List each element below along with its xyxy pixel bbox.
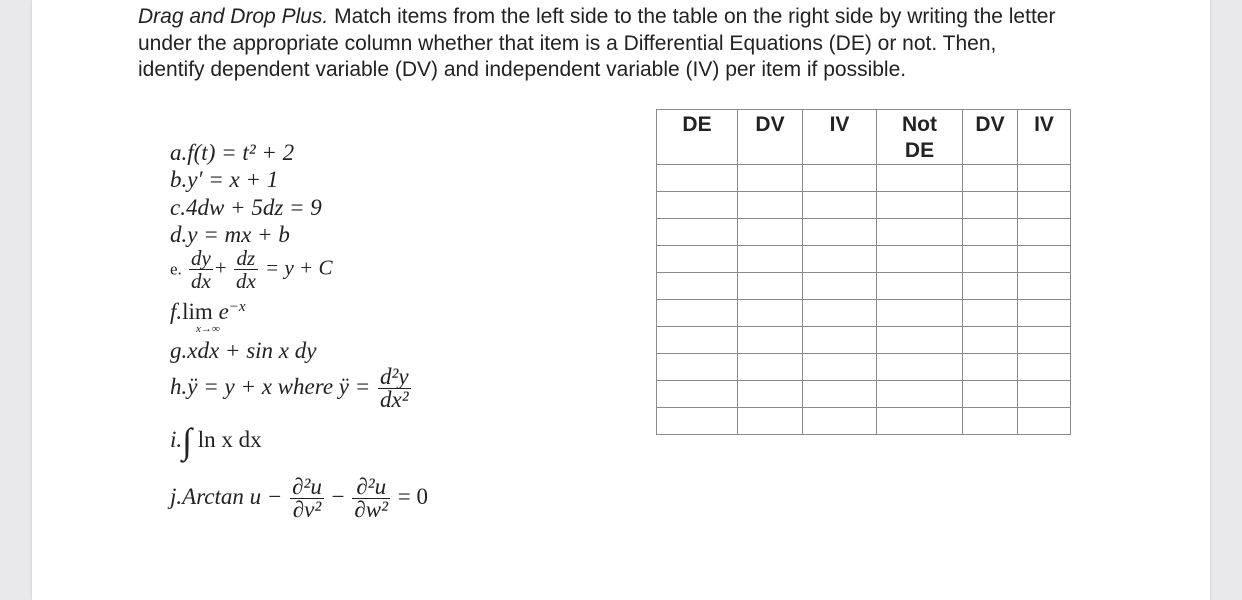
answer-cell[interactable]: [803, 246, 877, 273]
answer-cell[interactable]: [1018, 165, 1071, 192]
answer-cell[interactable]: [877, 408, 963, 435]
answer-table: [656, 109, 1071, 435]
answer-cell[interactable]: [803, 192, 877, 219]
answer-cell[interactable]: [803, 300, 877, 327]
answer-cell[interactable]: [963, 219, 1018, 246]
item-b: b.y′ = x + 1: [170, 167, 279, 192]
answer-cell[interactable]: [877, 300, 963, 327]
answer-cell[interactable]: [963, 300, 1018, 327]
answer-cell[interactable]: [738, 165, 803, 192]
instructions: [138, 4, 1058, 84]
answer-cell[interactable]: [877, 327, 963, 354]
answer-cell[interactable]: [963, 327, 1018, 354]
table-row: [657, 300, 1071, 327]
answer-cell[interactable]: [963, 165, 1018, 192]
answer-cell[interactable]: [1018, 219, 1071, 246]
answer-cell[interactable]: [877, 192, 963, 219]
answer-cell[interactable]: [963, 273, 1018, 300]
answer-cell[interactable]: [877, 273, 963, 300]
item-g: g.xdx + sin x dy: [170, 338, 317, 363]
item-e: e. $\frac{dy}{dx}$ + $\frac{dz}{dx}$ = y + C: [170, 246, 333, 293]
answer-cell[interactable]: [1018, 354, 1071, 381]
answer-cell[interactable]: [877, 219, 963, 246]
answer-cell[interactable]: [657, 165, 738, 192]
answer-cell[interactable]: [1018, 246, 1071, 273]
answer-cell[interactable]: [803, 354, 877, 381]
answer-cell[interactable]: [1018, 408, 1071, 435]
answer-cell[interactable]: [738, 246, 803, 273]
answer-cell[interactable]: [738, 273, 803, 300]
table-row: [657, 219, 1071, 246]
answer-cell[interactable]: [657, 354, 738, 381]
answer-cell[interactable]: [738, 327, 803, 354]
answer-cell[interactable]: [738, 354, 803, 381]
answer-cell[interactable]: [877, 246, 963, 273]
answer-cell[interactable]: [963, 381, 1018, 408]
answer-cell[interactable]: [657, 381, 738, 408]
header-dv-2: DV: [963, 110, 1018, 165]
answer-cell[interactable]: [963, 354, 1018, 381]
answer-cell[interactable]: [738, 219, 803, 246]
item-a: a.f(t) = t² + 2: [170, 140, 295, 165]
header-de: DE: [657, 110, 738, 165]
table-row: [657, 354, 1071, 381]
table-row: [657, 246, 1071, 273]
integral-sign: ∫: [182, 421, 193, 461]
answer-cell[interactable]: [803, 381, 877, 408]
item-d: d.y = mx + b: [170, 222, 290, 247]
table-row: [657, 327, 1071, 354]
answer-cell[interactable]: [657, 408, 738, 435]
answer-cell[interactable]: [657, 300, 738, 327]
answer-cell[interactable]: [657, 273, 738, 300]
answer-cell[interactable]: [803, 219, 877, 246]
answer-cell[interactable]: [657, 192, 738, 219]
answer-cell[interactable]: [877, 381, 963, 408]
table-row: [657, 408, 1071, 435]
answer-cell[interactable]: [803, 408, 877, 435]
header-iv-2: IV: [1018, 110, 1071, 165]
table-header-row: [657, 110, 1071, 165]
table-row: [657, 192, 1071, 219]
answer-cell[interactable]: [963, 192, 1018, 219]
table-row: [657, 381, 1071, 408]
table-row: [657, 165, 1071, 192]
answer-cell[interactable]: [657, 327, 738, 354]
answer-cell[interactable]: [738, 381, 803, 408]
answer-cell[interactable]: [1018, 192, 1071, 219]
answer-cell[interactable]: [963, 246, 1018, 273]
answer-cell[interactable]: [738, 408, 803, 435]
answer-cell[interactable]: [657, 219, 738, 246]
answer-cell[interactable]: [1018, 300, 1071, 327]
answer-cell[interactable]: [877, 354, 963, 381]
header-not-de: Not DE: [877, 110, 963, 165]
header-iv: IV: [803, 110, 877, 165]
item-h: h.ÿ = y + x where ÿ = $\frac{\text{d²y}}{\text{dx²}}$: [170, 364, 409, 412]
instructions-title: Drag and Drop Plus.: [138, 5, 329, 28]
answer-cell[interactable]: [803, 273, 877, 300]
table-row: [657, 273, 1071, 300]
answer-cell[interactable]: [803, 165, 877, 192]
item-j: j.Arctan u − $\frac{\text{∂²u}}{\text{∂v²}}$ − $\frac{\text{∂²u}}{\text{∂w²}}$ = 0: [170, 474, 428, 522]
answer-cell[interactable]: [1018, 327, 1071, 354]
item-i: i.∫ ln x dx: [170, 421, 262, 461]
answer-cell[interactable]: [738, 192, 803, 219]
answer-cell[interactable]: [803, 327, 877, 354]
answer-cell[interactable]: [963, 408, 1018, 435]
answer-cell[interactable]: [1018, 381, 1071, 408]
answer-cell[interactable]: [1018, 273, 1071, 300]
item-f: f.lim $e^{-x}$ x→∞: [170, 299, 246, 335]
header-dv: DV: [738, 110, 803, 165]
item-c: c.4dw + 5dz = 9: [170, 195, 322, 220]
answer-cell[interactable]: [877, 165, 963, 192]
instructions-body: Match items from the left side to the table on the right side by writing the letter under the appropriate column whether that item is a Differential Equations (DE) or not. Then, identify dependent variable (DV) and independent variable (IV) per item if possible.: [138, 5, 1056, 81]
answer-cell[interactable]: [657, 246, 738, 273]
answer-cell[interactable]: [738, 300, 803, 327]
